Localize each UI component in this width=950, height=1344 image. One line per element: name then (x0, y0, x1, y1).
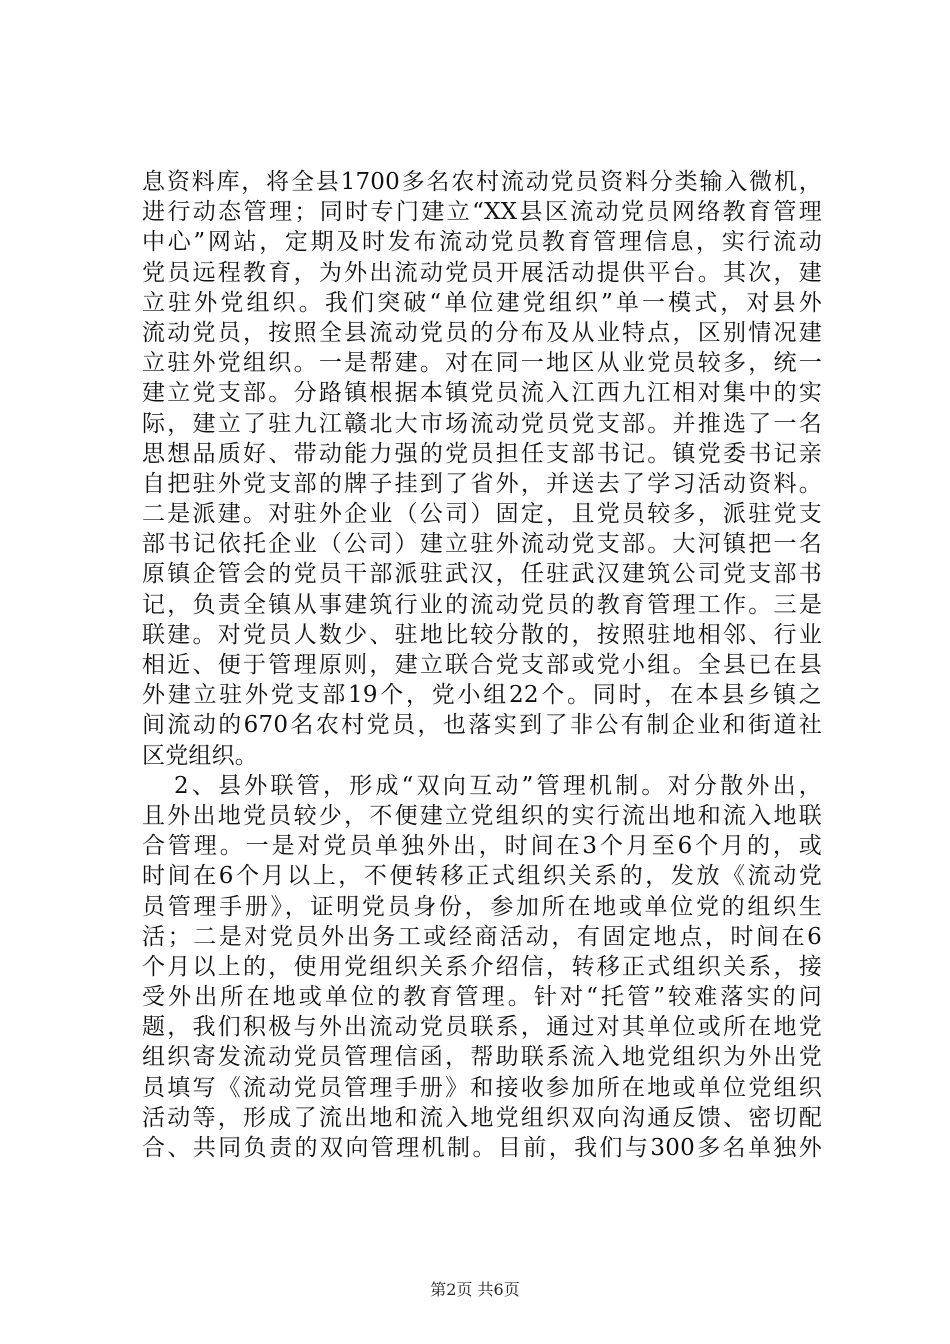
text-line: 记，负责全镇从事建筑行业的流动党员的教育管理工作。三是 (142, 591, 822, 618)
text-line: 流动党员，按照全县流动党员的分布及从业特点，区别情况建 (142, 319, 822, 346)
text-line: 受外出所在地或单位的教育管理。针对“托管”较难落实的问 (142, 984, 822, 1011)
text-line: 二是派建。对驻外企业（公司）固定，且党员较多，派驻党支 (142, 501, 822, 528)
text-line: 立驻外党组织。一是帮建。对在同一地区从业党员较多，统一 (142, 350, 822, 377)
text-line: 2、县外联管，形成“双向互动”管理机制。对分散外出， (174, 772, 822, 799)
text-line: 中心”网站，定期及时发布流动党员教育管理信息，实行流动 (142, 229, 822, 256)
text-line: 活；二是对党员外出务工或经商活动，有固定地点，时间在6 (142, 923, 822, 950)
text-line: 活动等，形成了流出地和流入地党组织双向沟通反馈、密切配 (142, 1104, 822, 1131)
page-number-footer: 第2页 共6页 (430, 1280, 520, 1299)
text-line: 息资料库，将全县1700多名农村流动党员资料分类输入微机， (142, 169, 822, 195)
text-line: 思想品质好、带动能力强的党员担任支部书记。镇党委书记亲 (142, 440, 822, 467)
text-line: 自把驻外党支部的牌子挂到了省外，并送去了学习活动资料。 (142, 470, 822, 497)
text-line: 员填写《流动党员管理手册》和接收参加所在地或单位党组织 (142, 1074, 822, 1101)
paragraph-1 (142, 167, 822, 771)
text-line: 外建立驻外党支部19个，党小组22个。同时，在本县乡镇之 (142, 682, 822, 709)
text-line: 题，我们积极与外出流动党员联系，通过对其单位或所在地党 (142, 1014, 822, 1041)
text-line: 原镇企管会的党员干部派驻武汉，任驻武汉建筑公司党支部书 (142, 561, 822, 588)
document-body (142, 167, 822, 1163)
text-line: 党员远程教育，为外出流动党员开展活动提供平台。其次，建 (142, 259, 822, 286)
text-line: 进行动态管理；同时专门建立“XX县区流动党员网络教育管理 (142, 199, 822, 226)
text-line: 区党组织。 (142, 742, 258, 769)
text-line: 且外出地党员较少，不便建立党组织的实行流出地和流入地联 (142, 802, 822, 829)
text-line: 组织寄发流动党员管理信函，帮助联系流入地党组织为外出党 (142, 1044, 822, 1071)
paragraph-2 (142, 771, 822, 1163)
text-line: 部书记依托企业（公司）建立驻外流动党支部。大河镇把一名 (142, 531, 822, 558)
text-line: 个月以上的，使用党组织关系介绍信，转移正式组织关系，接 (142, 953, 822, 980)
text-line: 际，建立了驻九江赣北大市场流动党员党支部。并推选了一名 (142, 410, 822, 437)
text-line: 员管理手册》，证明党员身份，参加所在地或单位党的组织生 (142, 893, 822, 920)
text-line: 间流动的670名农村党员，也落实到了非公有制企业和街道社 (142, 712, 822, 739)
text-line: 时间在6个月以上，不便转移正式组织关系的，发放《流动党 (142, 863, 822, 890)
text-line: 立驻外党组织。我们突破“单位建党组织”单一模式，对县外 (142, 289, 822, 316)
text-line: 相近、便于管理原则，建立联合党支部或党小组。全县已在县 (142, 652, 822, 678)
text-line: 合管理。一是对党员单独外出，时间在3个月至6个月的，或 (142, 833, 822, 860)
text-line: 联建。对党员人数少、驻地比较分散的，按照驻地相邻、行业 (142, 621, 822, 648)
text-line: 建立党支部。分路镇根据本镇党员流入江西九江相对集中的实 (142, 380, 822, 407)
text-line: 合、共同负责的双向管理机制。目前，我们与300多名单独外 (142, 1135, 822, 1161)
